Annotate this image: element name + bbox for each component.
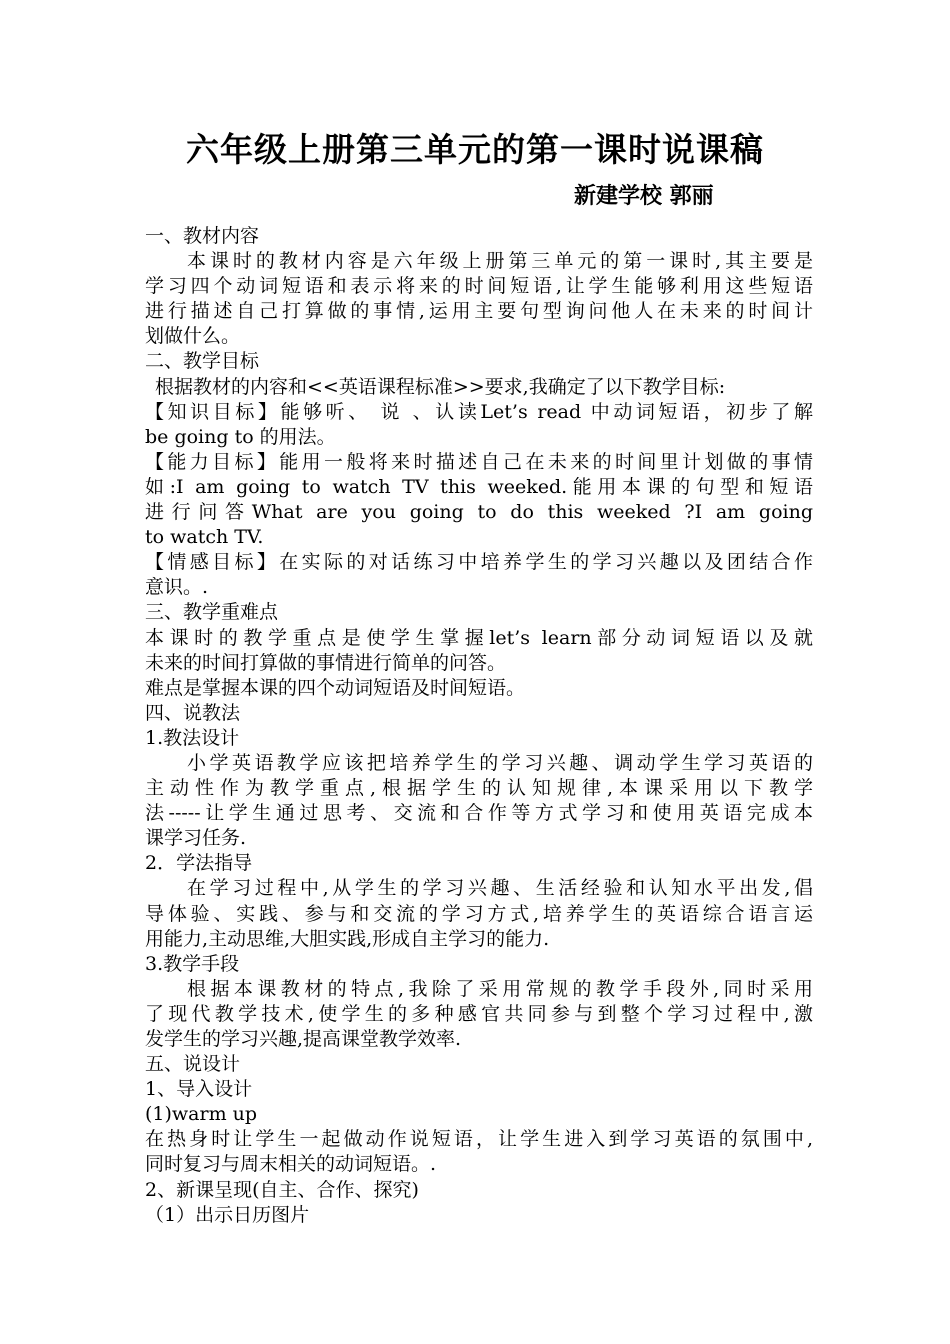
section-heading: 3.教学手段 <box>145 952 240 975</box>
paragraph-line: 法-----让学生通过思考、交流和合作等方式学习和使用英语完成本 <box>145 802 813 825</box>
section-heading: 1.教法设计 <box>145 726 240 749</box>
paragraph-line: to watch TV. <box>145 526 264 549</box>
document-title: 六年级上册第三单元的第一课时说课稿 <box>186 130 764 169</box>
section-heading: 一、教材内容 <box>145 225 260 247</box>
section-heading: (1)warm up <box>145 1103 258 1126</box>
paragraph-line: 本课时的教材内容是六年级上册第三单元的第一课时,其主要是 <box>187 250 813 273</box>
paragraph-line: 如:I am going to watch TV this weeked.能用本课的句型和短语 <box>145 475 813 498</box>
section-heading: 1、导入设计 <box>145 1078 253 1101</box>
section-heading: 四、说教法 <box>145 701 241 724</box>
paragraph-line: 进行描述自己打算做的事情,运用主要句型询问他人在未来的时间计 <box>145 300 813 323</box>
paragraph-line: be going to 的用法。 <box>145 425 336 448</box>
paragraph-line: 发学生的学习兴趣,提高课堂教学效率. <box>145 1028 462 1050</box>
paragraph-line: 课学习任务. <box>145 827 247 850</box>
paragraph-line: 同时复习与周末相关的动词短语。. <box>145 1153 437 1176</box>
paragraph-line: 划做什么。 <box>145 325 241 348</box>
paragraph-line: 【能力目标】能用一般将来时描述自己在未来的时间里计划做的事情 <box>145 450 813 473</box>
paragraph-line: 未来的时间打算做的事情进行简单的问答。 <box>145 651 507 674</box>
paragraph-line: 难点是掌握本课的四个动词短语及时间短语。 <box>145 676 526 699</box>
paragraph-line: 【知识目标】能够听、 说 、认读Let’s read 中动词短语，初步了解 <box>145 400 813 423</box>
document-author: 新建学校 郭丽 <box>574 184 714 209</box>
paragraph-line: 根据本课教材的特点,我除了采用常规的教学手段外,同时采用 <box>187 977 813 1000</box>
paragraph-line: 用能力,主动思维,大胆实践,形成自主学习的能力. <box>145 927 550 950</box>
section-heading: 2、新课呈现(自主、合作、探究) <box>145 1178 419 1201</box>
paragraph-line: 小学英语教学应该把培养学生的学习兴趣、调动学生学习英语的 <box>187 751 813 774</box>
paragraph-line: 了现代教学技术,使学生的多种感官共同参与到整个学习过程中,激 <box>145 1002 813 1025</box>
section-heading: 2．学法指导 <box>145 852 253 875</box>
paragraph-line: 学习四个动词短语和表示将来的时间短语,让学生能够利用这些短语 <box>145 275 813 298</box>
section-heading: 三、教学重难点 <box>145 601 279 624</box>
document-body <box>145 224 813 1228</box>
paragraph-line: 在学习过程中,从学生的学习兴趣、生活经验和认知水平出发,倡 <box>187 877 813 900</box>
paragraph-line: 意识。. <box>145 576 209 599</box>
paragraph-line: 本课时的教学重点是使学生掌握let’s learn部分动词短语以及就 <box>145 626 813 649</box>
paragraph-line: 根据教材的内容和<<英语课程标准>>要求,我确定了以下教学目标: <box>155 375 726 398</box>
section-heading: （1）出示日历图片 <box>145 1203 310 1226</box>
paragraph-line: 【情感目标】在实际的对话练习中培养学生的学习兴趣以及团结合作 <box>145 551 813 574</box>
paragraph-line: 在热身时让学生一起做动作说短语，让学生进入到学习英语的氛围中, <box>145 1128 813 1151</box>
paragraph-line: 导体验、实践、参与和交流的学习方式,培养学生的英语综合语言运 <box>145 902 813 925</box>
section-heading: 五、说设计 <box>145 1053 241 1076</box>
paragraph-line: 进行问答What are you going to do this weeked ?I am going <box>145 501 813 524</box>
section-heading: 二、教学目标 <box>145 350 260 373</box>
paragraph-line: 主动性作为教学重点,根据学生的认知规律,本课采用以下教学 <box>145 777 813 800</box>
